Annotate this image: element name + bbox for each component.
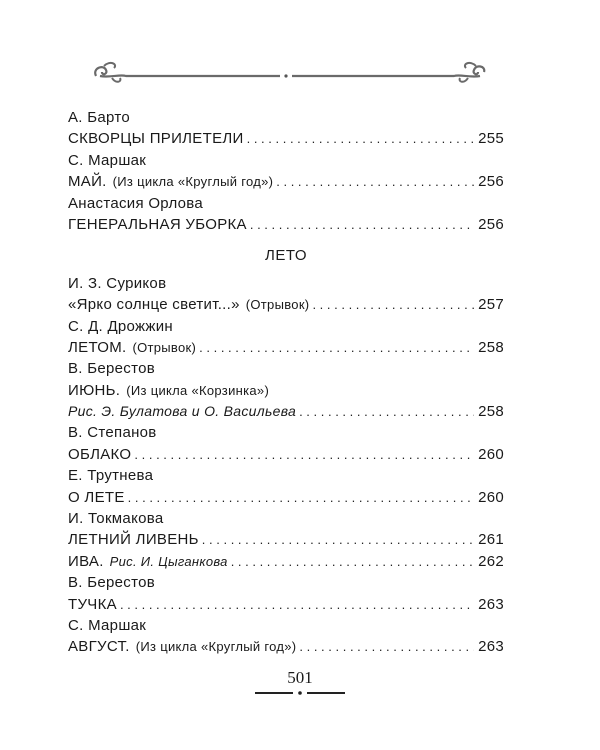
entry-title: СКВОРЦЫ ПРИЛЕТЕЛИ: [68, 130, 244, 148]
entry-title: ГЕНЕРАЛЬНАЯ УБОРКА: [68, 215, 247, 233]
toc-entry: [68, 636, 504, 657]
page-ref: 255: [478, 130, 504, 148]
entry-title: ЛЕТНИЙ ЛИВЕНЬ: [68, 531, 199, 549]
entry-title: Рис. Э. Булатова и О. Васильева: [68, 403, 297, 420]
dot-leader: [120, 594, 474, 615]
author-line: [68, 572, 504, 593]
dot-leader: [299, 401, 474, 422]
entry-title: О ЛЕТЕ: [68, 488, 125, 506]
dot-leader: [231, 551, 474, 572]
page-ref: 260: [478, 488, 504, 506]
dot-leader: [247, 128, 474, 149]
dot-leader: [299, 636, 474, 657]
entry-title: ИЮНЬ.: [68, 381, 121, 399]
entry-note: (Из цикла «Корзинка»): [126, 382, 270, 398]
header-ornament-divider: [70, 58, 510, 88]
page-ref: 262: [478, 552, 504, 570]
dot-leader: [128, 487, 474, 508]
entry-note: (Из цикла «Круглый год»): [112, 174, 274, 190]
author-name: В. Степанов: [68, 424, 157, 442]
toc-entry: [68, 551, 504, 572]
author-name: С. Д. Дрожжин: [68, 317, 173, 335]
page-number: 501: [287, 668, 313, 687]
author-line: [68, 107, 504, 128]
toc-entry: [68, 444, 504, 465]
toc-entry: [68, 337, 504, 358]
page-ref: 258: [478, 338, 504, 356]
toc-entry: [68, 294, 504, 315]
toc-entry: [68, 594, 504, 615]
author-line: [68, 193, 504, 214]
toc-entry: [68, 401, 504, 422]
dot-leader: [250, 214, 474, 235]
entry-note: (Отрывок): [245, 297, 310, 313]
author-name: И. З. Суриков: [68, 274, 167, 292]
entry-note: (Из цикла «Круглый год»): [135, 639, 297, 655]
author-line: [68, 316, 504, 337]
page-ref: 263: [478, 638, 504, 656]
author-name: Анастасия Орлова: [68, 194, 204, 212]
toc-entry: [68, 214, 504, 235]
author-line: [68, 150, 504, 171]
page-number-ornament: [255, 689, 345, 697]
author-line: [68, 465, 504, 486]
author-name: В. Берестов: [68, 574, 156, 592]
toc-entry: [68, 529, 504, 550]
author-line: [68, 422, 504, 443]
author-name: С. Маршак: [68, 151, 147, 169]
dot-leader: [312, 294, 474, 315]
entry-title: ЛЕТОМ.: [68, 338, 127, 356]
author-line: [68, 358, 504, 379]
toc-entry: [68, 487, 504, 508]
entry-note: Рис. И. Цыганкова: [109, 553, 228, 569]
page-ref: 256: [478, 173, 504, 191]
page-ref: 263: [478, 595, 504, 613]
entry-title: МАЙ.: [68, 173, 107, 191]
author-name: С. Маршак: [68, 616, 147, 634]
dot-leader: [134, 444, 474, 465]
page-ref: 257: [478, 296, 504, 314]
author-name: В. Берестов: [68, 360, 156, 378]
toc-entry: [68, 171, 504, 192]
entry-note: (Отрывок): [132, 339, 197, 355]
author-name: А. Барто: [68, 109, 130, 126]
author-line: [68, 508, 504, 529]
page-ref: 258: [478, 403, 504, 421]
author-line: [68, 615, 504, 636]
page-ref: 256: [478, 215, 504, 233]
entry-title: ТУЧКА: [68, 595, 117, 613]
dot-leader: [276, 171, 474, 192]
page-ref: 261: [478, 531, 504, 549]
entry-title: АВГУСТ.: [68, 638, 130, 656]
section-heading: ЛЕТО: [264, 247, 307, 265]
toc-entry: [68, 128, 504, 149]
table-of-contents: [68, 107, 504, 658]
dot-leader: [199, 337, 474, 358]
entry-title: ОБЛАКО: [68, 445, 132, 463]
toc-entry: [68, 380, 504, 401]
dot-leader: [202, 529, 474, 550]
author-name: И. Токмакова: [68, 510, 164, 528]
entry-title: «Ярко солнце светит...»: [68, 296, 240, 314]
entry-title: ИВА.: [68, 552, 104, 570]
author-name: Е. Трутнева: [68, 467, 154, 485]
author-line: [68, 273, 504, 294]
page-ref: 260: [478, 445, 504, 463]
